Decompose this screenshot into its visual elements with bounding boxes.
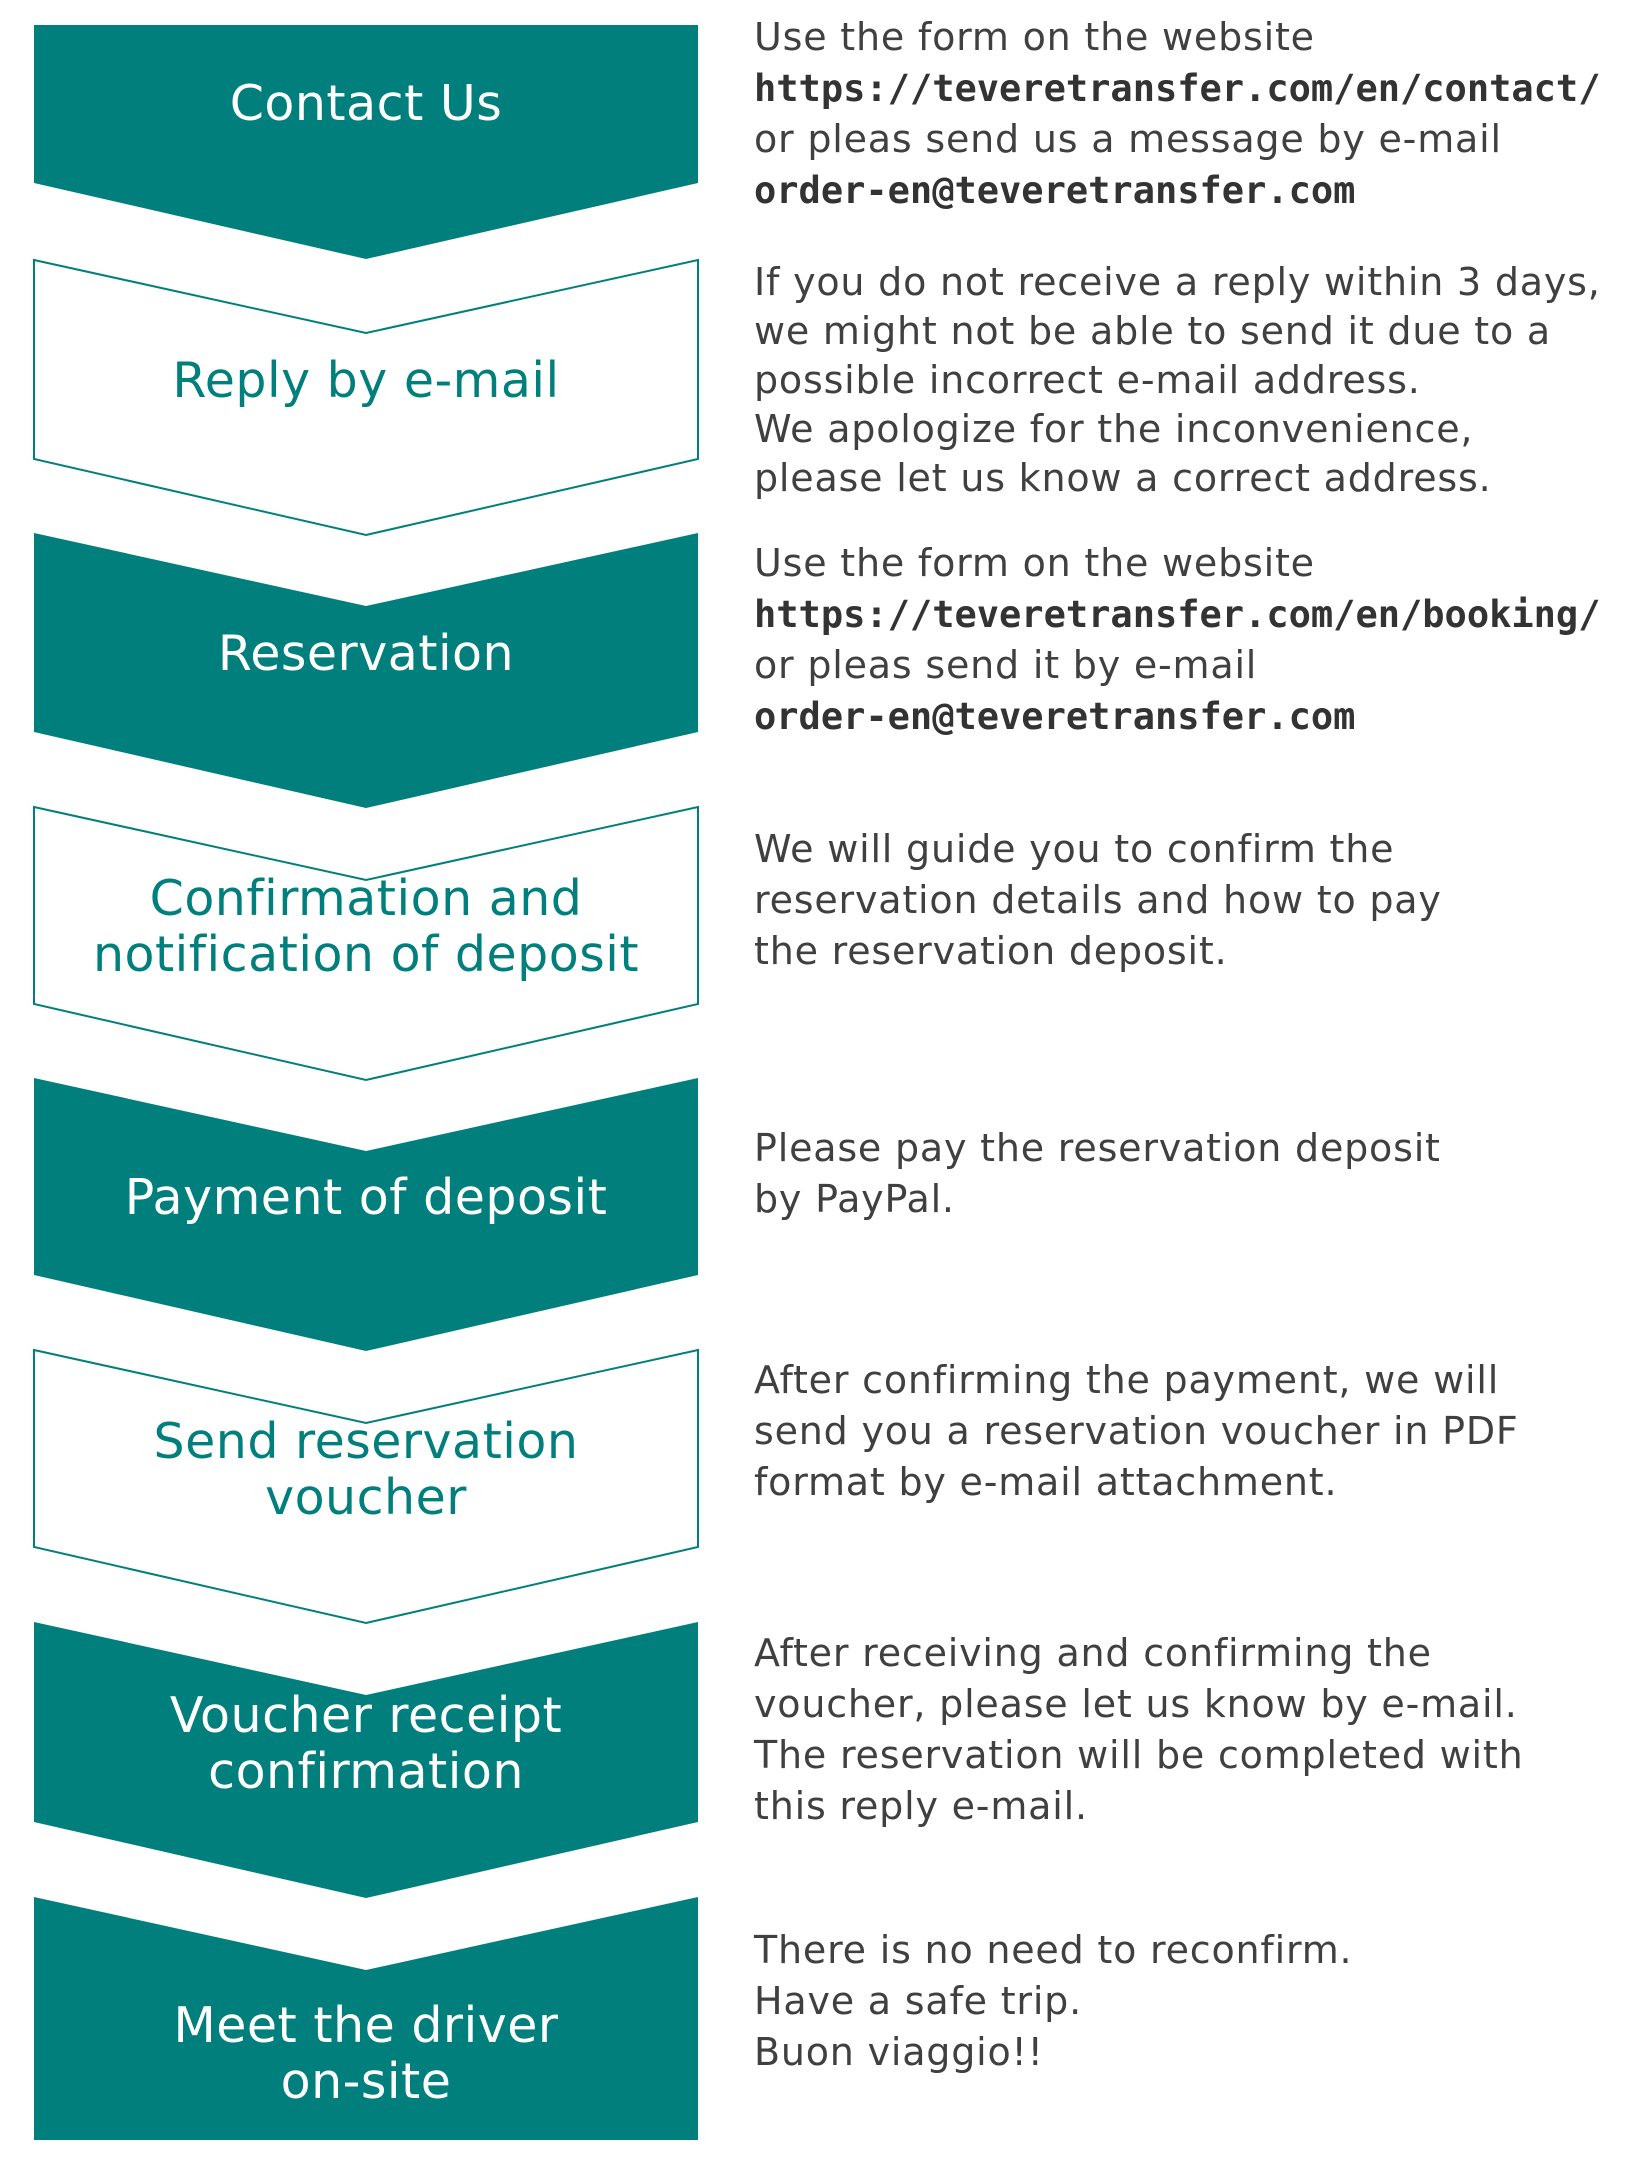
step-description-6 [754,1355,1634,1508]
description-line: Have a safe trip. [754,1979,1082,2023]
description-line: the reservation deposit. [754,929,1228,973]
step-title-line: Reply by e-mail [172,352,560,409]
step-description-4 [754,824,1634,977]
description-line: The reservation will be completed with [754,1733,1524,1777]
step-title-line: Meet the driver [173,1997,559,2054]
description-line: reservation details and how to pay [754,878,1442,922]
step-description-2 [754,258,1634,503]
step-title-line: notification of deposit [92,926,640,983]
description-line: please let us know a correct address. [754,456,1492,500]
description-line: or pleas send us a message by e-mail [754,117,1502,161]
step-description-3 [754,538,1634,742]
step-title-7 [34,1665,698,1822]
description-link-line[interactable]: order-en@teveretransfer.com [754,169,1356,212]
step-title-line: confirmation [208,1742,524,1800]
description-line: send you a reservation voucher in PDF [754,1409,1519,1453]
step-description-5 [754,1123,1634,1225]
step-title-5 [34,1121,698,1275]
description-line: After receiving and confirming the [754,1631,1432,1675]
description-line: There is no need to reconfirm. [754,1928,1353,1972]
description-line: voucher, please let us know by e-mail. [754,1682,1518,1726]
description-line: this reply e-mail. [754,1784,1088,1828]
description-line: we might not be able to send it due to a [754,309,1552,353]
description-line: Please pay the reservation deposit [754,1126,1441,1170]
step-title-line: voucher [265,1469,467,1526]
step-description-1 [754,12,1634,216]
description-line: We apologize for the inconvenience, [754,407,1474,451]
step-title-3 [34,576,698,732]
step-title-line: Send reservation [153,1413,579,1470]
description-line: After confirming the payment, we will [754,1358,1500,1402]
description-line: If you do not receive a reply within 3 days, [754,260,1601,304]
step-title-2 [34,303,698,459]
step-title-line: Voucher receipt [169,1686,563,1744]
description-line: We will guide you to confirm the [754,827,1395,871]
description-line: format by e-mail attachment. [754,1460,1338,1504]
description-line: or pleas send it by e-mail [754,643,1258,687]
step-title-line: on-site [280,2053,452,2110]
step-title-8 [34,1968,698,2140]
step-description-7 [754,1628,1634,1832]
description-link-line[interactable]: https://teveretransfer.com/en/contact/ [754,67,1601,110]
description-line: possible incorrect e-mail address. [754,358,1421,402]
step-title-line: Payment of deposit [124,1169,608,1226]
step-title-line: Confirmation and [149,870,583,927]
step-title-4 [34,850,698,1004]
description-link-line[interactable]: https://teveretransfer.com/en/booking/ [754,593,1601,636]
step-title-1 [34,25,698,183]
step-title-6 [34,1393,698,1547]
step-description-8 [754,1925,1634,2078]
step-title-line: Contact Us [229,75,503,132]
description-line: Buon viaggio!! [754,2030,1044,2074]
description-link-line[interactable]: order-en@teveretransfer.com [754,695,1356,738]
description-line: by PayPal. [754,1177,955,1221]
description-line: Use the form on the website [754,15,1315,59]
step-title-line: Reservation [217,625,515,682]
description-line: Use the form on the website [754,541,1315,585]
